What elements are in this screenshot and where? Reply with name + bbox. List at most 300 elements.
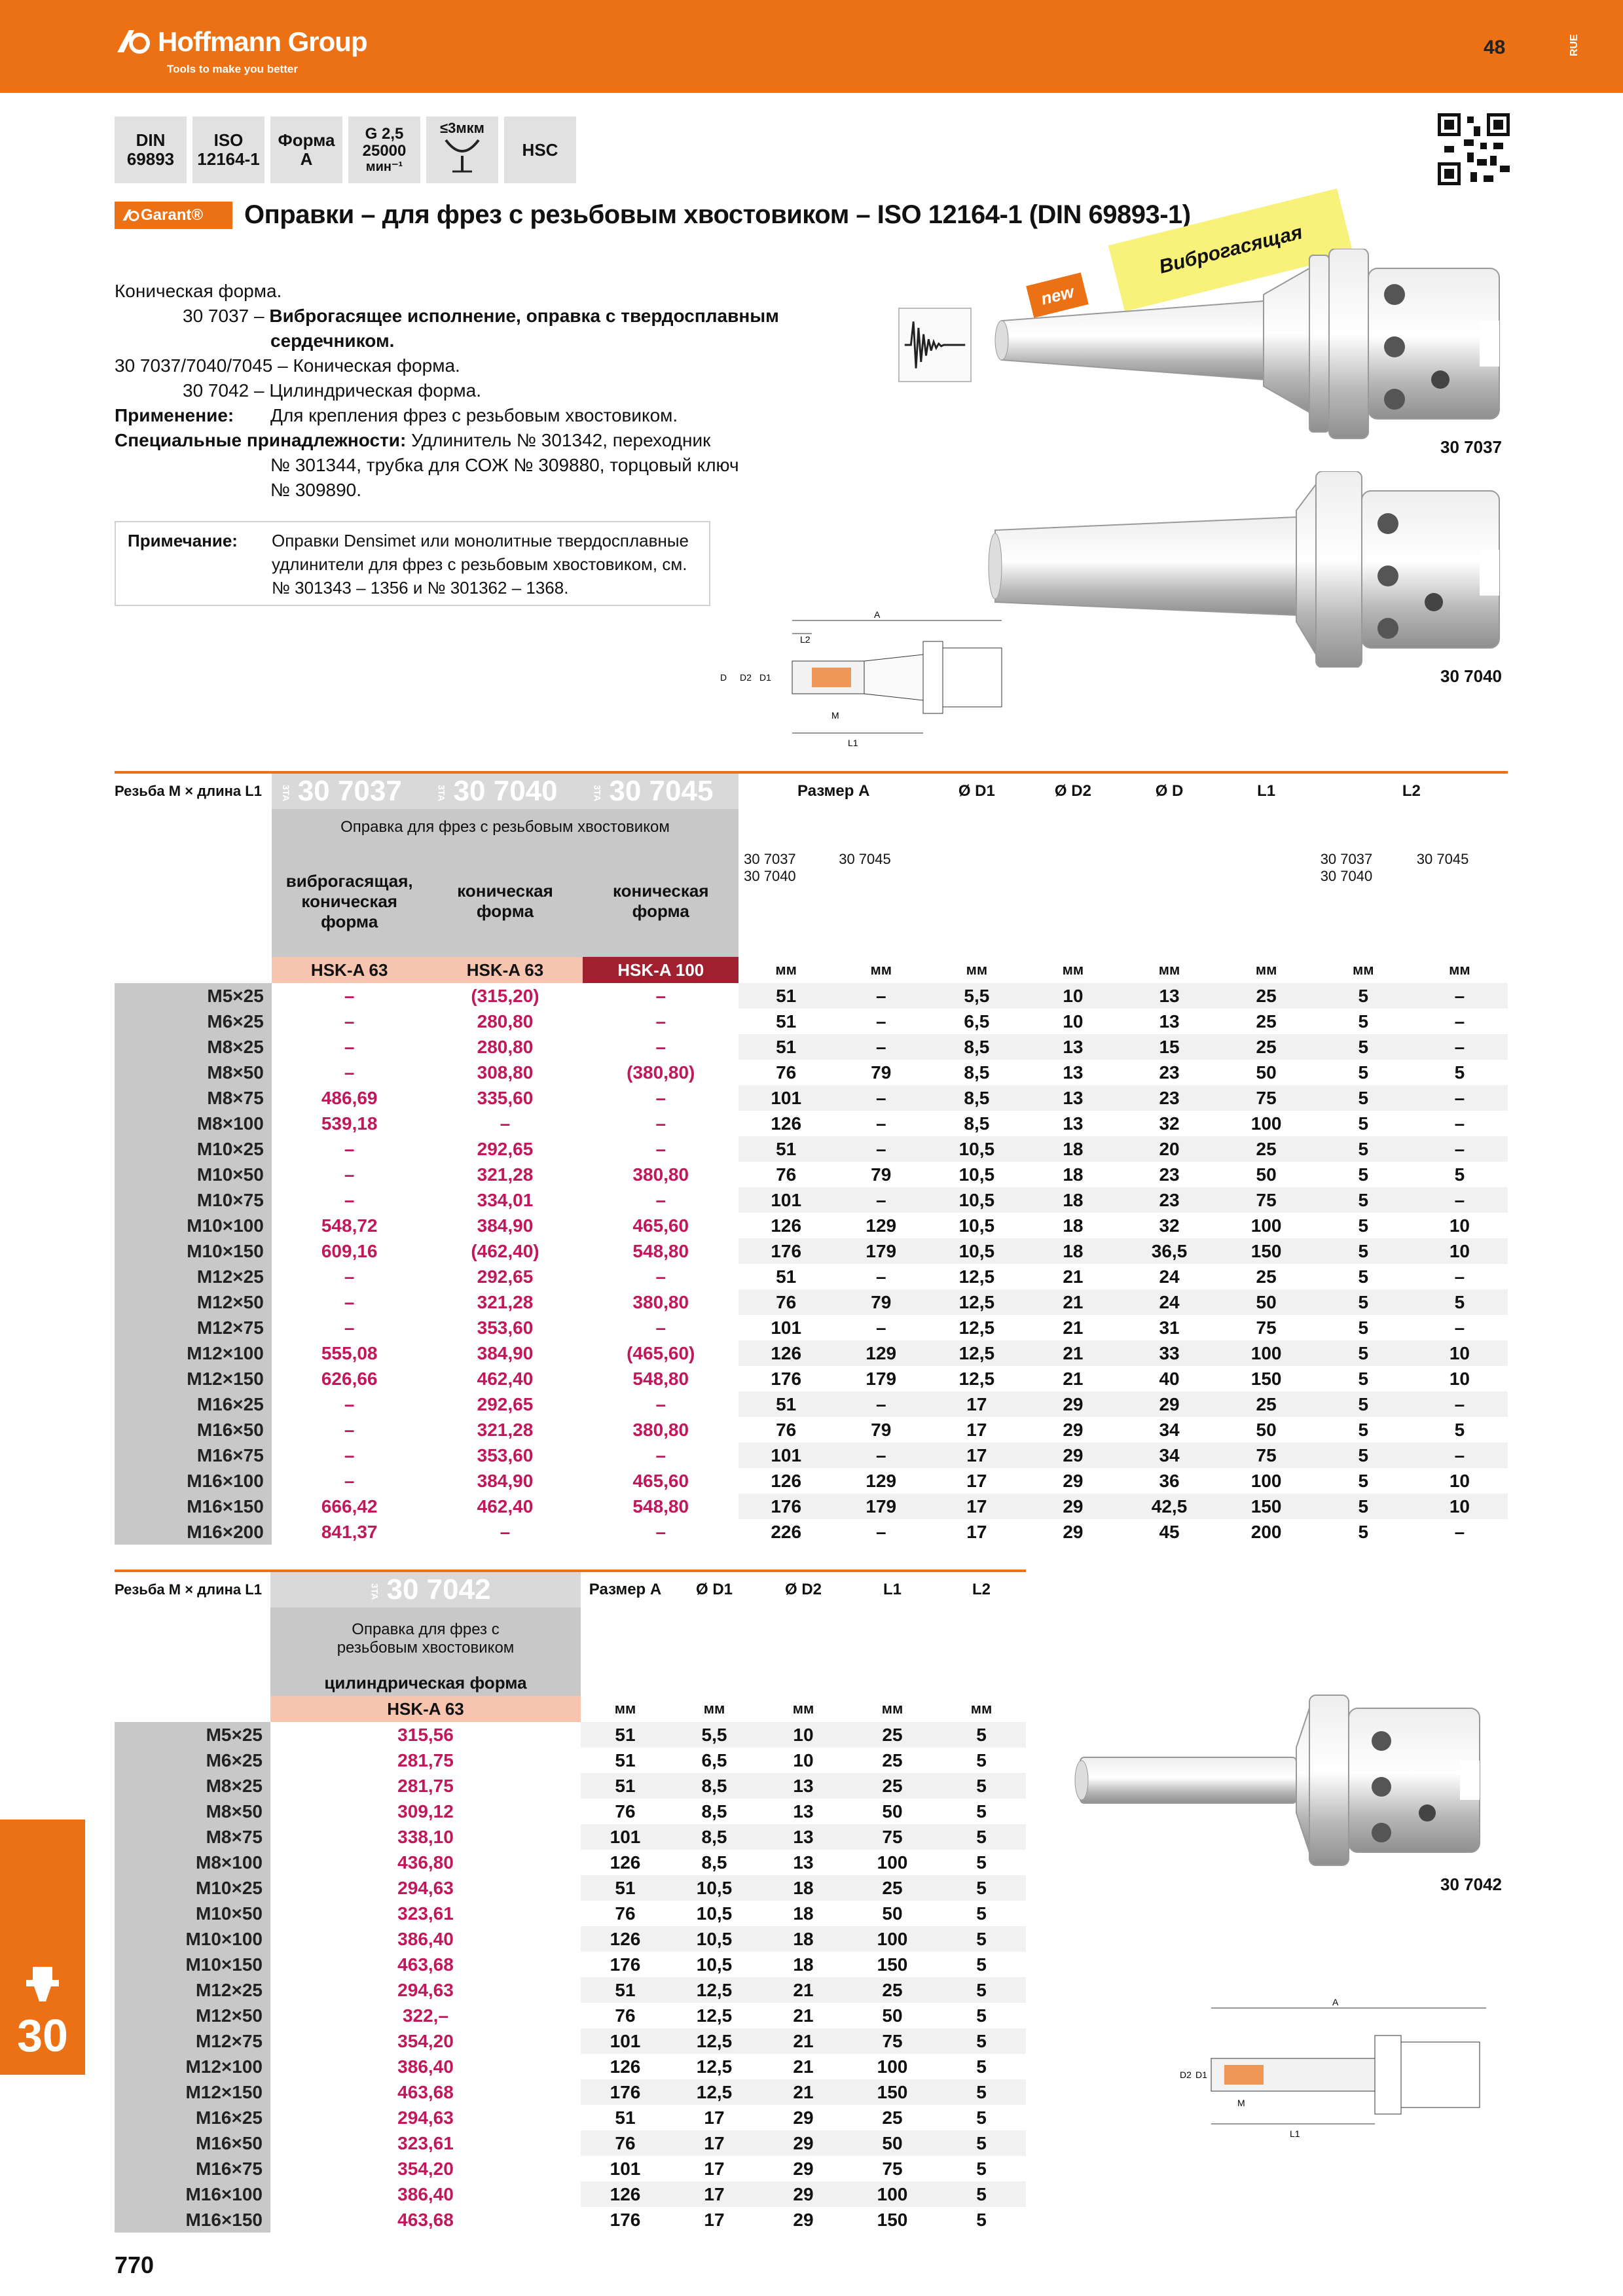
dimension-cell: 8,5 [964,1113,990,1134]
price-cell: – [655,985,666,1006]
dimension-cell: 100 [1250,1113,1282,1134]
dimension-cell: 21 [1063,1317,1084,1338]
price-cell: – [655,1189,666,1210]
price-cell: 386,40 [397,2183,454,2204]
dimension-cell: – [1412,983,1508,1009]
price-cell: 309,12 [397,1801,454,1821]
thread-size-cell: M10×25 [115,1136,272,1162]
price-cell: 281,75 [397,1749,454,1770]
price-cell: 463,68 [397,2209,454,2230]
dimension-cell: 79 [871,1419,892,1440]
price-cell: – [655,1444,666,1465]
dimension-cell: – [833,1136,928,1162]
dimension-cell: 24 [1159,1266,1180,1287]
table-row [115,1009,1508,1034]
dimension-cell: 10 [1412,1340,1508,1366]
dimension-cell: 75 [848,2028,937,2054]
price-cell: 465,60 [632,1470,689,1491]
dimension-cell: 25 [848,1977,937,2003]
dimension-cell: 12,5 [928,1289,1025,1315]
dimension-cell: 5 [1358,1215,1369,1236]
dimension-cell: 100 [877,1852,908,1873]
dimension-cell: 18 [1025,1136,1121,1162]
table-row [115,2181,1026,2207]
dimension-cell: 126 [581,1926,670,1952]
page-number-bottom: 770 [115,2251,155,2278]
dimension-cell: 25 [848,1875,937,1901]
t2-col-d2: Ø D2 [759,1571,848,1607]
dimension-cell: 5,5 [928,983,1025,1009]
thread-size-cell: M8×25 [115,1773,270,1799]
dimension-cell: 5 [976,1801,987,1821]
table-row [115,1443,1508,1468]
dimension-cell: 40 [1159,1368,1180,1389]
table-row [115,1264,1508,1289]
spec-form-l1: Форма [278,130,335,151]
thread-size-cell: M8×50 [115,1060,272,1085]
dim-d2-label: D2 [740,672,752,683]
dimension-cell: 5 [976,1749,987,1770]
t2-unit: мм [792,1700,814,1717]
t1-form-2: коническая форма [428,846,583,957]
dimension-cell: 25 [848,1722,937,1748]
dimension-cell: 51 [615,1749,636,1770]
t1-code-prefix-1: 3TA [280,784,291,802]
dimension-cell: 75 [1256,1317,1277,1338]
dimension-cell: 101 [739,1187,833,1213]
t1-col-d2: Ø D2 [1025,772,1121,809]
dimension-cell: 10 [1449,1368,1470,1389]
price-cell: (380,80) [627,1062,695,1083]
price-cell: 436,80 [397,1852,454,1873]
table-row [115,2207,1026,2233]
table-row [115,2130,1026,2156]
thread-size-cell: M16×25 [115,2105,270,2130]
price-cell: 321,28 [477,1164,534,1185]
tool-holder-icon [20,1964,65,2003]
dimension-cell: 5 [1315,1187,1412,1213]
t1-code-prefix-2: 3TA [436,784,447,802]
price-cell: 666,42 [321,1496,378,1516]
table-row [115,2156,1026,2181]
dimension-cell: – [833,1391,928,1417]
table-row [115,1136,1508,1162]
t1-unit: мм [1352,961,1374,978]
dimension-cell: 10,5 [928,1136,1025,1162]
dimension-cell: 18 [759,1926,848,1952]
dimension-cell: 179 [833,1494,928,1519]
price-cell: (315,20) [471,985,539,1006]
dimension-cell: 5 [1358,1368,1369,1389]
t1-code-307045 [583,772,739,809]
application-text: Для крепления фрез с резьбовым хвостовиком. [270,405,678,425]
spec-balance [348,117,420,183]
table-row [115,2028,1026,2054]
dimension-cell: 13 [759,1824,848,1850]
price-cell: 548,80 [632,1240,689,1261]
table-row [115,2079,1026,2105]
dim-d1-label-2: D1 [1195,2070,1207,2080]
dimension-cell: 32 [1159,1113,1180,1134]
price-cell: 322,– [402,2005,449,2026]
price-cell: 380,80 [632,1291,689,1312]
dimension-cell: 18 [759,1875,848,1901]
price-cell: – [344,1062,355,1083]
dimension-cell: 25 [1218,1034,1315,1060]
dimension-cell: 12,5 [696,2056,733,2077]
dimension-cell: 150 [877,2209,908,2230]
thread-size-cell: M12×75 [115,2028,270,2054]
dimension-cell: 5 [1454,1164,1465,1185]
dimension-cell: 51 [776,1011,797,1031]
dimension-cell: 42,5 [1121,1494,1217,1519]
thread-size-cell: M16×25 [115,1391,272,1417]
thread-size-cell: M16×75 [115,2156,270,2181]
dim-a-label-2: A [1332,1997,1339,2007]
price-cell: 353,60 [477,1444,534,1465]
table-row [115,1773,1026,1799]
dimension-cell: 17 [928,1494,1025,1519]
dimension-cell: 100 [877,2056,908,2077]
brand-tagline: Tools to make you better [167,63,298,75]
dimension-cell: 10 [1449,1470,1470,1491]
dimension-cell: 50 [882,1801,903,1821]
dimension-cell: 5 [976,2107,987,2128]
price-cell: – [655,1113,666,1134]
thread-size-cell: M8×100 [115,1850,270,1875]
dimension-cell: 8,5 [701,1801,727,1821]
dimension-cell: 226 [771,1521,802,1542]
price-cell: 354,20 [397,2030,454,2051]
price-cell: 462,40 [477,1496,534,1516]
dimension-cell: 51 [581,1773,670,1799]
t1-unit: мм [870,961,892,978]
thread-size-cell: M10×150 [115,1952,270,1977]
dimension-cell: 100 [1250,1470,1282,1491]
t1-code-prefix-3: 3TA [592,784,603,802]
price-cell: – [500,1113,511,1134]
table-row [115,1111,1508,1136]
dimension-cell: 25 [1218,983,1315,1009]
table-row [115,983,1508,1009]
top-bar [0,0,1623,93]
table-row [115,1748,1026,1773]
thread-size-cell: M10×100 [115,1213,272,1238]
dim-a-label: A [874,609,881,620]
language-code: RUE [1569,34,1580,56]
accessories-label: Специальные принадлежности: [115,430,407,450]
dimension-cell: 100 [848,2181,937,2207]
thread-size-cell: M12×50 [115,2003,270,2028]
price-cell: – [344,1138,355,1159]
dimension-cell: 100 [848,1926,937,1952]
price-cell: 334,01 [477,1189,534,1210]
spec-balance-l2: 25000 [362,142,407,160]
page-number-top: 48 [1484,37,1506,58]
dimension-cell: 23 [1159,1164,1180,1185]
dimension-cell: 5 [1315,1391,1412,1417]
price-cell: 308,80 [477,1062,534,1083]
dimension-cell: – [875,1521,886,1542]
dimension-cell: 18 [1063,1164,1084,1185]
dimension-cell: 179 [866,1368,897,1389]
price-cell: – [344,1291,355,1312]
desc-line-5: 30 7042 – Цилиндрическая форма. [183,380,482,401]
thread-size-cell: M5×25 [115,983,272,1009]
price-cell: – [500,1521,511,1542]
t1-group-row [115,809,1508,846]
dimension-cell: 126 [581,2181,670,2207]
dimension-cell: 29 [1063,1521,1084,1542]
spec-iso-l2: 12164-1 [197,149,260,169]
spec-din [115,117,187,183]
dimension-cell: 17 [704,2209,725,2230]
dimension-cell: 51 [739,1034,833,1060]
dimension-cell: 5 [937,1722,1026,1748]
dimension-cell: 126 [771,1113,802,1134]
dimension-cell: 34 [1159,1419,1180,1440]
t1-code-307037 [272,772,428,809]
dimension-cell: 29 [1121,1391,1217,1417]
holder-307040-image [982,471,1506,668]
dimension-cell: 101 [739,1443,833,1468]
thread-size-cell: M10×75 [115,1187,272,1213]
price-cell: – [344,1011,355,1031]
dimension-cell: – [875,1266,886,1287]
price-cell: – [344,1266,355,1287]
dimension-cell: 5 [1315,1238,1412,1264]
table-row [115,1875,1026,1901]
dimension-cell: 25 [1218,1391,1315,1417]
desc-line-1: Коническая форма. [115,281,282,301]
dimension-cell: 29 [793,2158,814,2179]
dimension-cell: 10,5 [958,1215,995,1236]
spec-iso [192,117,264,183]
dimension-cell: 50 [1256,1419,1277,1440]
t2-unit-row [115,1696,1026,1722]
dimension-cell: – [875,1011,886,1031]
price-cell: – [344,1036,355,1057]
price-cell: 315,56 [397,1724,454,1745]
thread-size-cell: M12×150 [115,2079,270,2105]
dimension-cell: 10,5 [928,1238,1025,1264]
price-cell: 323,61 [397,2132,454,2153]
t1-unit: мм [966,961,988,978]
dimension-cell: 21 [759,2079,848,2105]
t1-hsk-1: HSK-A 63 [272,957,428,983]
dimension-cell: 25 [1256,1266,1277,1287]
dimension-cell: 51 [776,1266,797,1287]
dimension-cell: 21 [793,2056,814,2077]
dimension-cell: 76 [615,1903,636,1924]
desc-line-3 [115,329,900,353]
spec-hsc-label: HSC [522,139,558,160]
dimension-cell: – [1454,1011,1465,1031]
dimension-cell: 5 [937,1773,1026,1799]
dimension-cell: 5 [1315,1340,1412,1366]
dimension-cell: – [1412,1034,1508,1060]
dimension-cell: 13 [1063,1062,1084,1083]
t1-a-sub2: 30 7045 [839,851,891,867]
price-cell: – [344,985,355,1006]
t2-col-thread: Резьба M × длина L1 [115,1571,270,1607]
dimension-cell: 13 [793,1801,814,1821]
dimension-cell: 17 [966,1419,987,1440]
thread-size-cell: M16×50 [115,1417,272,1443]
dimension-cell: 75 [882,2158,903,2179]
dimension-cell: 5 [1315,1085,1412,1111]
dimension-cell: 13 [759,1773,848,1799]
table-row [115,1799,1026,1824]
dimension-cell: 17 [928,1443,1025,1468]
dimension-cell: 5 [1454,1419,1465,1440]
dim-l1-label: L1 [848,738,858,748]
price-cell: 354,20 [397,2158,454,2179]
t2-hsk: HSK-A 63 [270,1696,581,1722]
t1-l2-sub2: 30 7045 [1416,851,1469,867]
dimension-cell: 5 [1358,1470,1369,1491]
price-cell: – [344,1317,355,1338]
t1-form-3: коническая форма [583,846,739,957]
price-cell: 626,66 [321,1368,378,1389]
dimension-cell: 5 [937,1926,1026,1952]
dimension-cell: – [1412,1391,1508,1417]
garant-logo-icon [121,207,141,223]
price-cell: 384,90 [477,1470,534,1491]
table-row [115,1519,1508,1545]
dimension-cell: 10 [1412,1238,1508,1264]
dimension-cell: 18 [793,1954,814,1975]
dimension-cell: 76 [776,1062,797,1083]
accessories-text-1: Удлинитель № 301342, переходник [411,430,711,450]
dimension-cell: 29 [1063,1470,1084,1491]
price-cell: 548,80 [632,1496,689,1516]
dimension-cell: 17 [704,2107,725,2128]
dimension-cell: 5 [937,2028,1026,2054]
dimension-cell: 75 [1218,1443,1315,1468]
dimension-cell: 150 [1218,1494,1315,1519]
page-title: Оправки – для фрез с резьбовым хвостовиком – ISO 12164-1 (DIN 69893-1) [244,200,1191,229]
qr-code-icon [1438,113,1510,186]
dimension-cell: 29 [1025,1494,1121,1519]
dimension-cell: 5 [1358,1521,1369,1542]
dimension-cell: 5 [1358,1317,1369,1338]
price-cell: 294,63 [397,1877,454,1898]
dimension-cell: 5 [1358,1113,1369,1134]
dimension-cell: 5 [1315,1443,1412,1468]
section-number: 30 [17,2010,68,2061]
dimension-cell: 5 [976,2209,987,2230]
dim-d-label: D [720,672,727,683]
spec-runout-label: ≤3мкм [440,120,484,136]
spec-balance-l1: G 2,5 [365,124,404,143]
dimension-cell: 101 [739,1085,833,1111]
thread-size-cell: M12×150 [115,1366,272,1391]
thread-size-cell: M16×100 [115,2181,270,2207]
dimension-cell: 10 [1063,1011,1084,1031]
price-cell: 486,69 [321,1087,378,1108]
dimension-cell: 5 [937,1875,1026,1901]
dimension-cell: 32 [1159,1215,1180,1236]
price-cell: (462,40) [471,1240,539,1261]
dim-l1-label-2: L1 [1290,2128,1300,2139]
dimension-cell: 150 [1218,1238,1315,1264]
dimension-cell: 179 [833,1238,928,1264]
dimension-cell: 129 [833,1340,928,1366]
accessories-text-3: № 309890. [270,480,362,500]
dimension-cell: 176 [739,1494,833,1519]
spec-hsc [504,117,576,183]
dimension-cell: 51 [739,1136,833,1162]
dimension-cell: 23 [1121,1085,1217,1111]
dimension-cell: 5 [1358,1266,1369,1287]
price-cell: 539,18 [321,1113,378,1134]
dimension-cell: 25 [882,2107,903,2128]
dimension-cell: 79 [871,1164,892,1185]
dimension-cell: 21 [793,2005,814,2026]
dimension-cell: 51 [581,1875,670,1901]
dimension-cell: 8,5 [928,1085,1025,1111]
table-row [115,1213,1508,1238]
price-cell: – [655,1393,666,1414]
dimension-cell: 17 [928,1391,1025,1417]
price-cell: – [344,1164,355,1185]
table-2-header [115,1571,1026,1607]
dimension-cell: 5 [1315,1136,1412,1162]
hoffmann-logo-icon [115,26,153,58]
dimension-cell: 36 [1159,1470,1180,1491]
dimension-cell: 5 [1315,1289,1412,1315]
t1-hsk-2: HSK-A 63 [428,957,583,983]
t1-group: Оправка для фрез с резьбовым хвостовиком [272,809,739,846]
dimension-cell: 13 [1025,1034,1121,1060]
dimension-cell: 76 [581,2130,670,2156]
dimension-cell: 17 [966,1521,987,1542]
t2-col-l2: L2 [937,1571,1026,1607]
dimension-cell: 24 [1121,1289,1217,1315]
dimension-cell: 29 [1025,1443,1121,1468]
thread-size-cell: M16×150 [115,2207,270,2233]
dimension-cell: 75 [1218,1085,1315,1111]
thread-size-cell: M12×75 [115,1315,272,1340]
price-cell: 386,40 [397,1928,454,1949]
thread-size-cell: M8×75 [115,1085,272,1111]
spec-din-l1: DIN [136,130,166,151]
holder-307042-image [1074,1682,1506,1878]
vibration-damping-icon [898,308,972,382]
thread-size-cell: M16×75 [115,1443,272,1468]
table-row [115,1238,1508,1264]
price-cell: – [655,1036,666,1057]
price-cell: – [344,1393,355,1414]
t1-unit: мм [1255,961,1277,978]
price-cell: 384,90 [477,1342,534,1363]
dimension-cell: 21 [1025,1289,1121,1315]
t2-group-row [115,1607,1026,1670]
dimension-cell: 5 [976,1852,987,1873]
dimension-cell: 126 [739,1340,833,1366]
spec-iso-l1: ISO [213,130,244,151]
table-row [115,1926,1026,1952]
application-label: Применение: [115,405,234,425]
price-cell: – [344,1470,355,1491]
dimension-cell: 176 [610,2209,641,2230]
dimension-cell: 150 [848,2079,937,2105]
table-row [115,1034,1508,1060]
description [115,279,900,503]
thread-size-cell: M12×50 [115,1289,272,1315]
dimension-cell: – [833,1443,928,1468]
